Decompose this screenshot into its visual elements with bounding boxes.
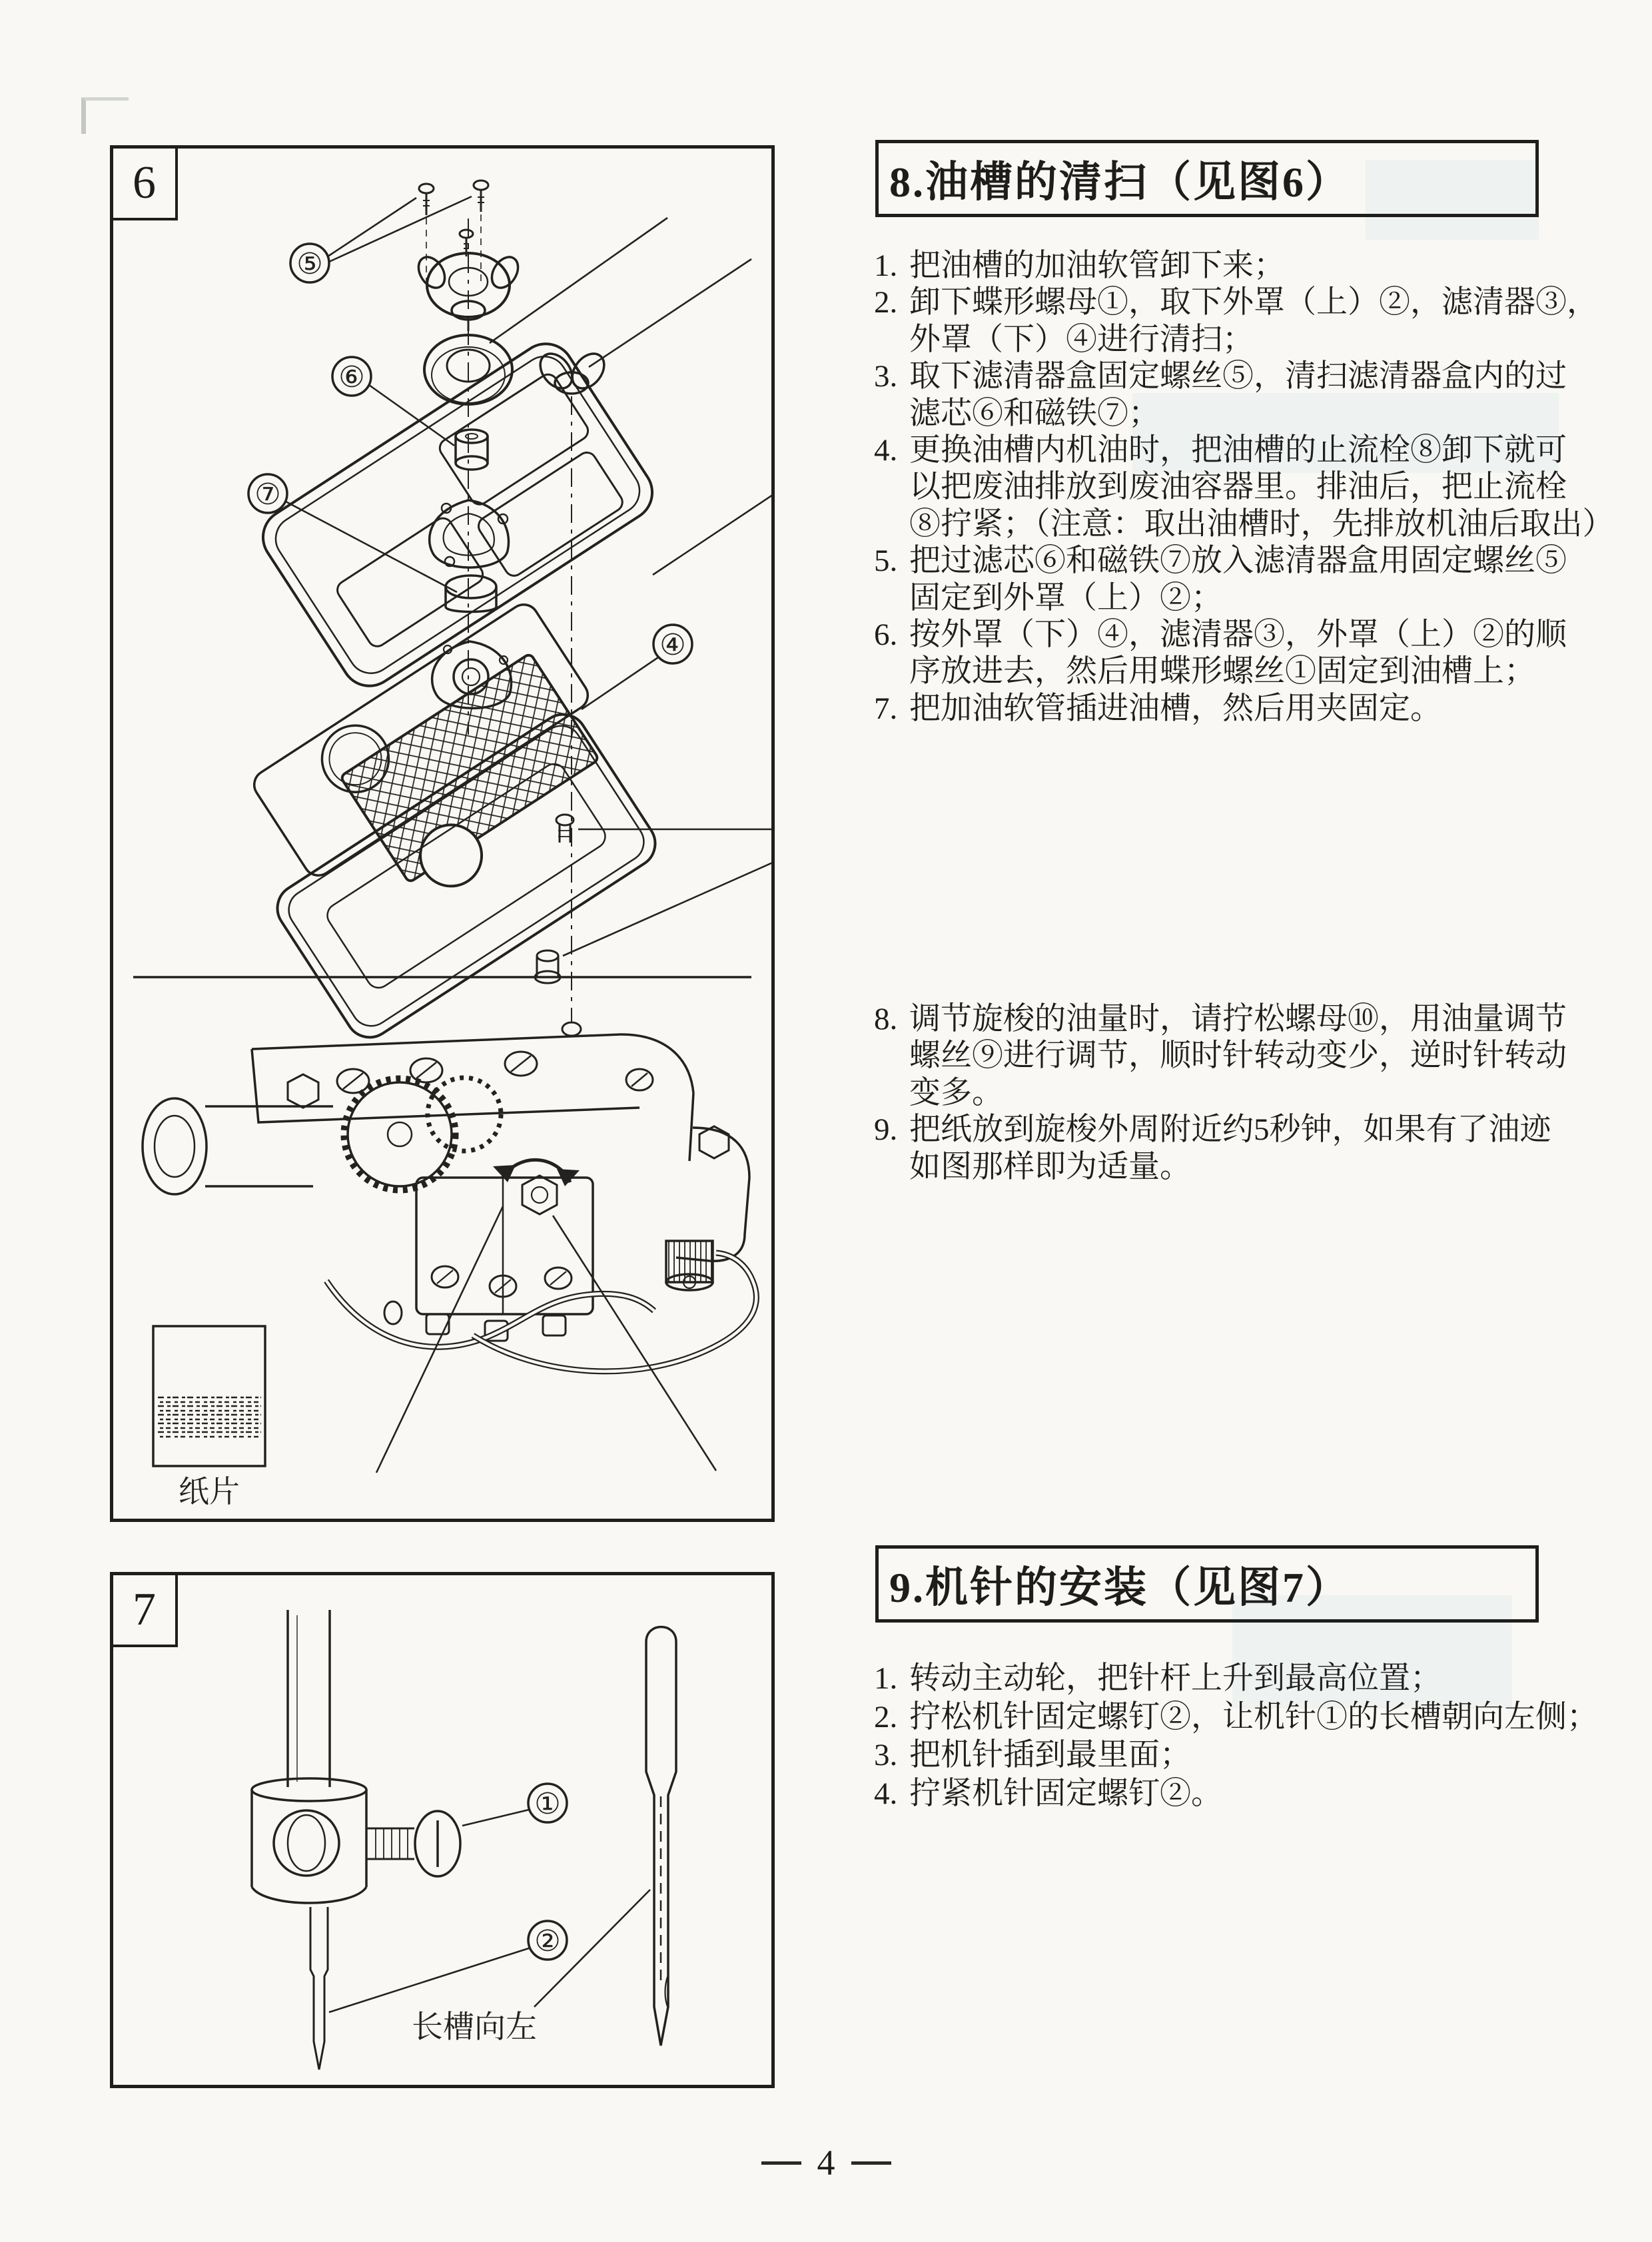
list-item-line: 如图那样即为适量。 bbox=[909, 1149, 1191, 1184]
svg-text:⑤: ⑤ bbox=[296, 248, 323, 280]
list-item bbox=[874, 432, 1620, 543]
list-item-number: 8. bbox=[874, 1002, 898, 1036]
svg-text:①: ① bbox=[534, 1788, 561, 1820]
list-item-line: 调节旋梭的油量时，请拧松螺母⑩，用油量调节 bbox=[909, 1002, 1567, 1036]
list-item-line: 取下滤清器盒固定螺丝⑤，清扫滤清器盒内的过 bbox=[909, 359, 1567, 394]
leader-line bbox=[653, 495, 771, 575]
oil-tray-upper bbox=[252, 333, 663, 697]
callout-1 bbox=[462, 1784, 567, 1826]
figure6-box bbox=[110, 145, 775, 1522]
list-item-line: 按外罩（下）④，滤清器③，外罩（上）②的顺 bbox=[909, 617, 1567, 653]
list-item-line: 卸下蝶形螺母①，取下外罩（上）②，滤清器③， bbox=[909, 285, 1598, 320]
svg-text:④: ④ bbox=[659, 629, 686, 661]
list-item bbox=[874, 1001, 1620, 1112]
figure6-label bbox=[113, 149, 178, 220]
callout-5 bbox=[290, 196, 472, 282]
section9-steps bbox=[874, 1660, 1620, 1813]
figure6-drawing bbox=[113, 149, 771, 1519]
list-item bbox=[874, 1736, 1620, 1775]
groove-caption: 长槽向左 bbox=[412, 2010, 537, 2045]
paper-caption: 纸片 bbox=[179, 1475, 240, 1509]
list-item-line: 把机针插到最里面； bbox=[909, 1738, 1191, 1772]
list-item-line: ⑧拧紧；（注意：取出油槽时，先排放机油后取出） bbox=[909, 506, 1614, 542]
list-item bbox=[874, 248, 1620, 284]
section8-title: 8.油槽的清扫（见图6） bbox=[889, 159, 1350, 206]
wing-nut bbox=[534, 259, 751, 394]
list-item bbox=[874, 284, 1620, 358]
section8-title-box bbox=[875, 140, 1539, 217]
svg-text:⑦: ⑦ bbox=[254, 478, 281, 511]
list-item-line: 把油槽的加油软管卸下来； bbox=[909, 248, 1285, 283]
list-item bbox=[874, 691, 1620, 727]
list-item-line: 转动主动轮，把针杆上升到最高位置； bbox=[909, 1661, 1442, 1696]
section9-title: 9.机针的安装（见图7） bbox=[889, 1564, 1350, 1611]
list-item-line: 滤芯⑥和磁铁⑦； bbox=[909, 396, 1160, 431]
list-item-line: 外罩（下）④进行清扫； bbox=[909, 322, 1254, 357]
figure7-number: 7 bbox=[133, 1584, 156, 1635]
list-item-number: 9. bbox=[874, 1112, 898, 1148]
list-item-line: 螺丝⑨进行调节，顺时针转动变少，逆时针转动 bbox=[909, 1038, 1567, 1074]
leader-line bbox=[563, 863, 771, 956]
page-number-dash-left bbox=[761, 2161, 801, 2165]
list-item bbox=[874, 1698, 1620, 1737]
list-item-line: 固定到外罩（上）②； bbox=[909, 580, 1222, 615]
callout-6 bbox=[332, 357, 454, 446]
figure6-number: 6 bbox=[133, 157, 156, 208]
svg-text:②: ② bbox=[534, 1925, 561, 1958]
callout-2 bbox=[329, 1921, 567, 2012]
list-item bbox=[874, 543, 1620, 617]
list-item bbox=[874, 358, 1620, 432]
list-item bbox=[874, 1660, 1620, 1698]
page-number bbox=[751, 2139, 901, 2186]
list-item-line: 序放进去，然后用蝶形螺丝①固定到油槽上； bbox=[909, 654, 1535, 689]
leader-line bbox=[490, 218, 667, 343]
list-item-number: 1. bbox=[874, 1661, 898, 1696]
list-item-number: 6. bbox=[874, 617, 898, 653]
list-item bbox=[874, 1775, 1620, 1814]
list-item-number: 2. bbox=[874, 1699, 898, 1734]
list-item-line: 拧松机针固定螺钉②，让机针①的长槽朝向左侧； bbox=[909, 1699, 1598, 1734]
list-item-line: 把过滤芯⑥和磁铁⑦放入滤清器盒用固定螺丝⑤ bbox=[909, 544, 1567, 579]
list-item-number: 4. bbox=[874, 1776, 898, 1811]
list-item-line: 变多。 bbox=[909, 1075, 1003, 1110]
list-item-number: 3. bbox=[874, 1738, 898, 1772]
scan-corner-artifact bbox=[81, 97, 129, 134]
page-number-value: 4 bbox=[817, 2143, 835, 2183]
list-item-number: 1. bbox=[874, 248, 898, 283]
needle-set-screw bbox=[366, 1811, 460, 1876]
tray-screw bbox=[556, 815, 771, 843]
svg-text:⑥: ⑥ bbox=[338, 361, 365, 394]
section8-steps-continued bbox=[874, 1001, 1620, 1186]
list-item bbox=[874, 1112, 1620, 1186]
list-item-line: 拧紧机针固定螺钉②。 bbox=[909, 1776, 1222, 1811]
needle-bar bbox=[252, 1610, 366, 1903]
filter-core bbox=[456, 430, 488, 470]
list-item-line: 把纸放到旋梭外周附近约5秒钟，如果有了油迹 bbox=[909, 1112, 1551, 1148]
needle-detail bbox=[646, 1627, 676, 2046]
paper-piece bbox=[153, 1326, 265, 1466]
installed-needle bbox=[310, 1907, 328, 2069]
section9-title-box bbox=[875, 1545, 1539, 1623]
plug-dot bbox=[562, 1022, 581, 1036]
page-number-dash-right bbox=[851, 2161, 891, 2165]
list-item-number: 4. bbox=[874, 433, 898, 468]
figure7-drawing bbox=[113, 1575, 771, 2085]
list-item-line: 更换油槽内机油时，把油槽的止流栓⑧卸下就可 bbox=[909, 433, 1567, 468]
callout-4 bbox=[582, 625, 692, 709]
list-item-number: 2. bbox=[874, 285, 898, 320]
figure7-box bbox=[110, 1572, 775, 2088]
list-item-number: 3. bbox=[874, 359, 898, 394]
magnet bbox=[446, 575, 496, 612]
list-item bbox=[874, 617, 1620, 691]
list-item-number: 7. bbox=[874, 691, 898, 726]
list-item-line: 以把废油排放到废油容器里。排油后，把止流栓 bbox=[909, 470, 1567, 505]
list-item-number: 5. bbox=[874, 544, 898, 579]
figure7-label bbox=[113, 1575, 178, 1647]
list-item-line: 把加油软管插进油槽，然后用夹固定。 bbox=[909, 691, 1442, 726]
section8-steps bbox=[874, 248, 1620, 727]
